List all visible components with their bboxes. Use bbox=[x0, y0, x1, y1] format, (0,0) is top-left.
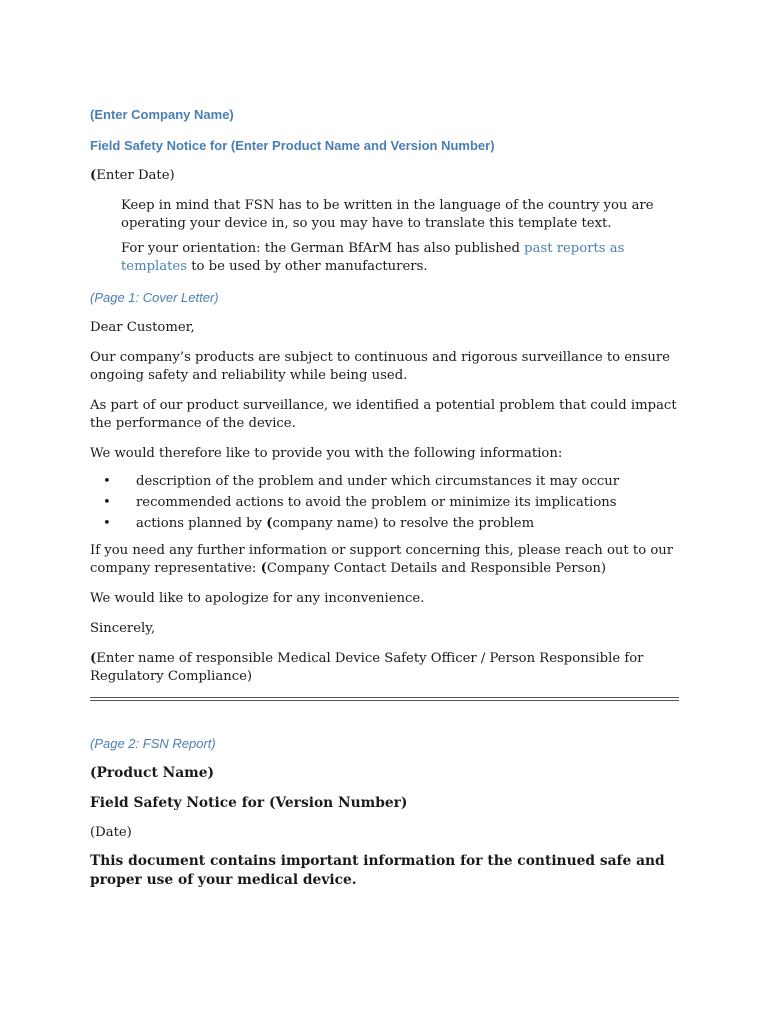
past-reports-link[interactable]: past reports as templates bbox=[121, 241, 625, 274]
signature-placeholder: (Enter name of responsible Medical Device Safety Officer / Person Responsible for Regulatory Compliance) bbox=[90, 651, 644, 684]
page1-label: (Page 1: Cover Letter) bbox=[90, 290, 219, 305]
bullet-icon: • bbox=[103, 516, 111, 531]
fsn-title: Field Safety Notice for (Enter Product Name and Version Number) bbox=[90, 138, 495, 153]
fsn-version-title: Field Safety Notice for (Version Number) bbox=[90, 795, 408, 811]
bullet-icon: • bbox=[103, 495, 111, 510]
salutation: Dear Customer, bbox=[90, 320, 195, 335]
list-item: • actions planned by (company name) to resolve the problem bbox=[90, 513, 680, 534]
note-orientation: For your orientation: the German BfArM has also published past reports as templates to be used by other manufacturers. bbox=[121, 241, 625, 274]
problem-paragraph: As part of our product surveillance, we identified a potential problem that could impact the performance of the device. bbox=[90, 398, 677, 431]
enter-date: (Enter Date) bbox=[90, 168, 175, 183]
page2-label: (Page 2: FSN Report) bbox=[90, 736, 216, 751]
product-name-placeholder: (Product Name) bbox=[90, 765, 215, 781]
contact-paragraph: If you need any further information or support concerning this, please reach out to our company representative: (Company Contact Details and Responsible Person) bbox=[90, 543, 674, 576]
note-translate: Keep in mind that FSN has to be written in the language of the country you are operating your device in, so you may have to translate this template text. bbox=[121, 198, 654, 231]
bullet-icon: • bbox=[103, 474, 111, 489]
apology-paragraph: We would like to apologize for any inconvenience. bbox=[90, 591, 425, 606]
company-name-placeholder: (Enter Company Name) bbox=[90, 107, 234, 122]
information-list bbox=[90, 471, 680, 534]
document-page bbox=[90, 106, 680, 890]
closing: Sincerely, bbox=[90, 621, 156, 636]
surveillance-paragraph: Our company’s products are subject to continuous and rigorous surveillance to ensure ongoing safety and reliability while being used. bbox=[90, 350, 670, 383]
information-intro: We would therefore like to provide you with the following information: bbox=[90, 446, 563, 461]
important-information-notice: This document contains important information for the continued safe and proper use of your medical device. bbox=[90, 853, 665, 888]
page-divider bbox=[90, 697, 679, 701]
date-placeholder: (Date) bbox=[90, 825, 132, 840]
instruction-note bbox=[121, 197, 680, 276]
list-item: • recommended actions to avoid the problem or minimize its implications bbox=[90, 492, 680, 513]
list-item: • description of the problem and under which circumstances it may occur bbox=[90, 471, 680, 492]
